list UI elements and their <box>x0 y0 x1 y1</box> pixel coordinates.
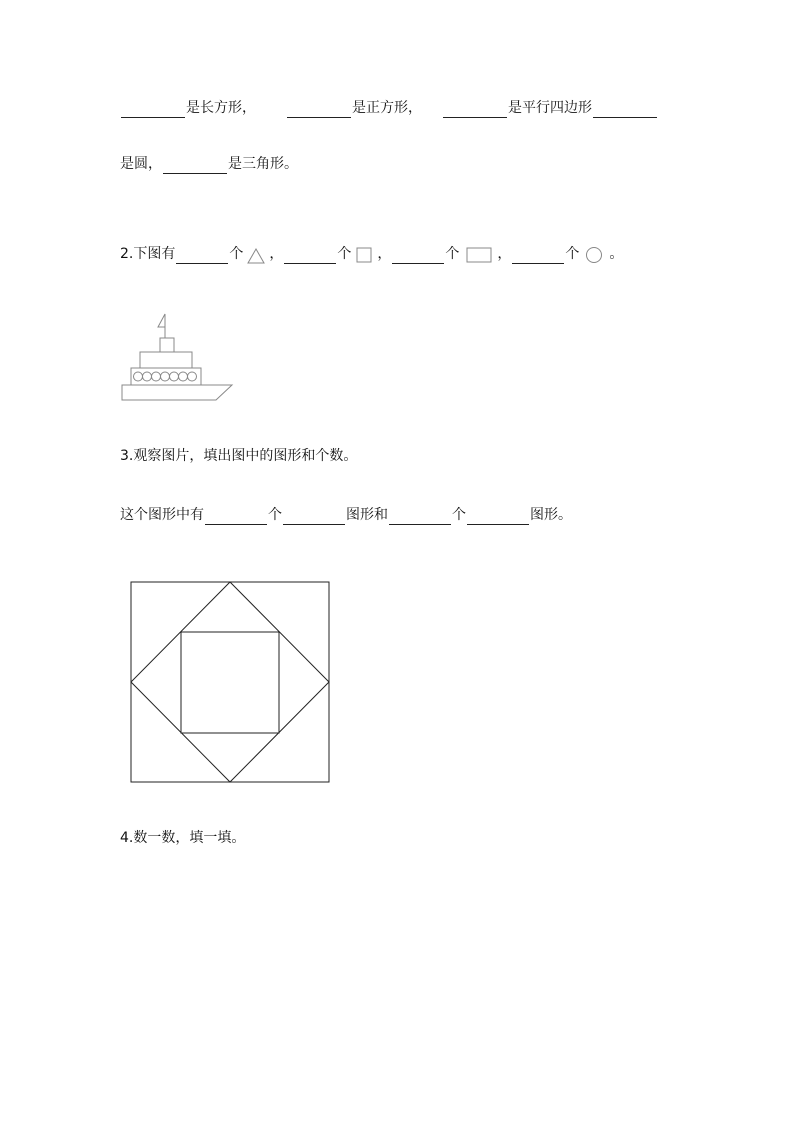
triangle-icon <box>243 230 269 264</box>
q1-text-square: 是正方形， <box>352 100 422 116</box>
q3-text-1: 这个图形中有 <box>120 507 204 523</box>
nested-squares-icon <box>130 581 332 785</box>
answer-blank[interactable] <box>121 103 185 118</box>
q3-text-4: 个 <box>452 507 466 523</box>
circle-icon <box>579 230 609 264</box>
q1-line1 <box>120 98 658 118</box>
boat-icon <box>120 310 236 404</box>
q2-prefix: 2.下图有 <box>120 246 176 262</box>
answer-blank[interactable] <box>389 510 451 525</box>
q3-text-3: 图形和 <box>346 507 388 523</box>
q3-sentence <box>120 505 572 525</box>
q2-unit: 个 <box>337 246 352 262</box>
q1-text-parallelogram: 是平行四边形 <box>508 100 592 116</box>
rectangle-icon <box>459 230 497 264</box>
nested-squares-figure <box>130 581 332 785</box>
answer-blank[interactable] <box>443 103 507 118</box>
q2-comma: ， <box>497 246 512 262</box>
answer-blank[interactable] <box>176 249 228 264</box>
q3-text-2: 个 <box>268 507 282 523</box>
answer-blank[interactable] <box>283 510 345 525</box>
answer-blank[interactable] <box>284 249 336 264</box>
answer-blank[interactable] <box>593 103 657 118</box>
q1-text-circle: 是圆， <box>120 156 162 172</box>
answer-blank[interactable] <box>467 510 529 525</box>
q1-text-triangle: 是三角形。 <box>228 156 298 172</box>
q4-title-text: 4.数一数，填一填。 <box>120 830 246 846</box>
q2-comma: ， <box>269 246 284 262</box>
q2-end: 。 <box>609 246 624 262</box>
q3-title-text: 3.观察图片，填出图中的图形和个数。 <box>120 448 358 464</box>
q4-title <box>120 828 245 848</box>
answer-blank[interactable] <box>163 159 227 174</box>
q2-unit: 个 <box>565 246 580 262</box>
q1-text-rectangle: 是长方形， <box>186 100 256 116</box>
q2-line <box>120 230 623 264</box>
q3-text-5: 图形。 <box>530 507 572 523</box>
boat-figure <box>120 310 236 404</box>
q2-comma: ， <box>377 246 392 262</box>
answer-blank[interactable] <box>392 249 444 264</box>
answer-blank[interactable] <box>287 103 351 118</box>
q2-unit: 个 <box>445 246 460 262</box>
square-icon <box>351 230 377 264</box>
answer-blank[interactable] <box>512 249 564 264</box>
answer-blank[interactable] <box>205 510 267 525</box>
q2-unit: 个 <box>229 246 244 262</box>
q3-title <box>120 446 357 466</box>
q1-line2 <box>120 154 298 174</box>
